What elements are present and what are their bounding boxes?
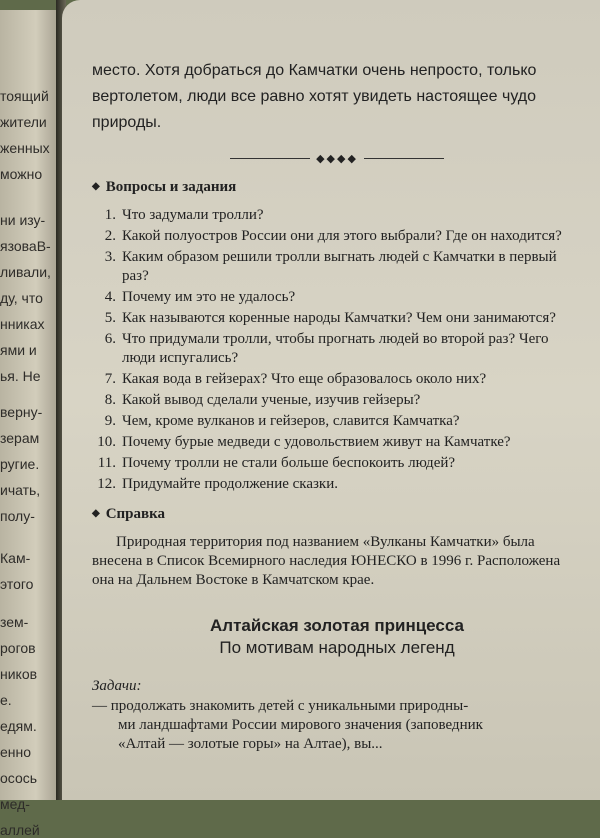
divider-diamonds-icon: ◆◆◆◆	[316, 153, 358, 165]
question-number: 9.	[104, 413, 116, 429]
question-item	[92, 288, 582, 307]
left-page-text-fragment: енно	[0, 744, 32, 760]
question-text: Чем, кроме вулканов и гейзеров, славится Камчатка?	[122, 413, 460, 429]
left-page-text-fragment: аллей	[0, 822, 40, 838]
task-line: «Алтай — золотые горы» на Алтае), вы...	[118, 736, 383, 752]
question-number: 12.	[97, 476, 116, 492]
question-text: Придумайте продолжение сказки.	[122, 476, 338, 492]
question-item	[92, 391, 582, 410]
left-page-text-fragment: ду, что	[0, 290, 43, 306]
tasks-label: Задачи:	[92, 678, 142, 694]
question-number: 1.	[104, 207, 116, 223]
diamond-bullet-icon: ◆	[92, 181, 100, 192]
question-number: 11.	[97, 455, 116, 471]
questions-heading	[92, 179, 582, 196]
question-text: Каким образом решили тролли выгнать людей с Камчатки в первый раз?	[122, 249, 557, 284]
reference-paragraph: Природная территория под названием «Вулканы Камчатки» была внесена в Список Всемирного наследия ЮНЕСКО в 1996 г. Расположена она на Дальнем Востоке в Камчатском крае.	[92, 534, 561, 588]
left-page-text-fragment: ями и	[0, 342, 37, 358]
question-text: Почему бурые медведи с удовольствием живут на Камчатке?	[122, 434, 511, 450]
left-page-text-fragment: рогов	[0, 640, 36, 656]
left-page-text-fragment: ников	[0, 666, 38, 682]
question-text: Что придумали тролли, чтобы прогнать людей во второй раз? Чего люди испугались?	[122, 331, 549, 366]
question-text: Какой полуостров России они для этого выбрали? Где он находится?	[122, 228, 562, 244]
left-page-text-fragment: ичать,	[0, 482, 41, 498]
question-number: 4.	[104, 289, 116, 305]
left-page-text-fragment: жители	[0, 114, 47, 130]
question-item	[92, 370, 582, 389]
question-item	[92, 248, 582, 286]
left-page-text-fragment: е.	[0, 692, 12, 708]
question-number: 7.	[104, 371, 116, 387]
question-item	[92, 227, 582, 246]
task-line: — продолжать знакомить детей с уникальными природны-	[92, 698, 469, 714]
divider-line-left	[230, 158, 310, 159]
questions-list	[92, 206, 582, 494]
left-page-text-fragment: едям.	[0, 718, 37, 734]
question-number: 5.	[104, 310, 116, 326]
task-line: ми ландшафтами России мирового значения (заповедник	[118, 717, 483, 733]
question-text: Как называются коренные народы Камчатки? Чем они занимаются?	[122, 310, 556, 326]
question-item	[92, 433, 582, 452]
questions-heading-text: Вопросы и задания	[105, 179, 237, 195]
left-page-text-fragment: тоящий	[0, 88, 49, 104]
question-item	[92, 330, 582, 368]
question-number: 2.	[104, 228, 116, 244]
section-divider	[92, 152, 582, 165]
reference-heading-text: Справка	[105, 506, 166, 522]
question-number: 6.	[104, 331, 116, 347]
left-page-text-fragment: ни изу-	[0, 212, 46, 228]
right-page	[62, 0, 600, 800]
left-page-text-fragment: можно	[0, 166, 43, 182]
left-page-text-fragment: женных	[0, 140, 50, 156]
page-content	[92, 58, 582, 754]
diamond-bullet-icon: ◆	[92, 508, 100, 519]
left-page-text-fragment: полу-	[0, 508, 35, 524]
question-item	[92, 412, 582, 431]
divider-line-right	[364, 158, 444, 159]
left-page-text-fragment: ья. Не	[0, 368, 41, 384]
left-page	[0, 10, 60, 838]
left-page-text-fragment: нниках	[0, 316, 45, 332]
question-item	[92, 206, 582, 225]
question-text: Что задумали тролли?	[122, 207, 264, 223]
question-number: 10.	[97, 434, 116, 450]
question-text: Какой вывод сделали ученые, изучив гейзеры?	[122, 392, 421, 408]
left-page-text-fragment: мед-	[0, 796, 30, 812]
left-page-text-fragment: зерам	[0, 430, 40, 446]
left-page-text-fragment: этого	[0, 576, 34, 592]
question-number: 3.	[104, 249, 116, 265]
question-item	[92, 454, 582, 473]
question-text: Какая вода в гейзерах? Что еще образовалось около них?	[122, 371, 487, 387]
question-item	[92, 475, 582, 494]
left-page-text-fragment: верну-	[0, 404, 43, 420]
left-page-text-fragment: ливали,	[0, 264, 51, 280]
question-text: Почему тролли не стали больше беспокоить людей?	[122, 455, 456, 471]
question-text: Почему им это не удалось?	[122, 289, 296, 305]
left-page-text-fragment: зем-	[0, 614, 29, 630]
left-page-text-fragment: Кам-	[0, 550, 31, 566]
story-subtitle: По мотивам народных легенд	[219, 638, 455, 657]
intro-paragraph: место. Хотя добраться до Камчатки очень непросто, только вертолетом, люди все равно хотят увидеть настоящее чудо природы.	[92, 62, 537, 131]
reference-heading	[92, 506, 582, 523]
left-page-text-fragment: ругие.	[0, 456, 40, 472]
question-number: 8.	[104, 392, 116, 408]
story-title: Алтайская золотая принцесса	[210, 616, 464, 635]
left-page-text-fragment: осось	[0, 770, 38, 786]
left-page-text-fragment: язоваВ-	[0, 238, 51, 254]
question-item	[92, 309, 582, 328]
